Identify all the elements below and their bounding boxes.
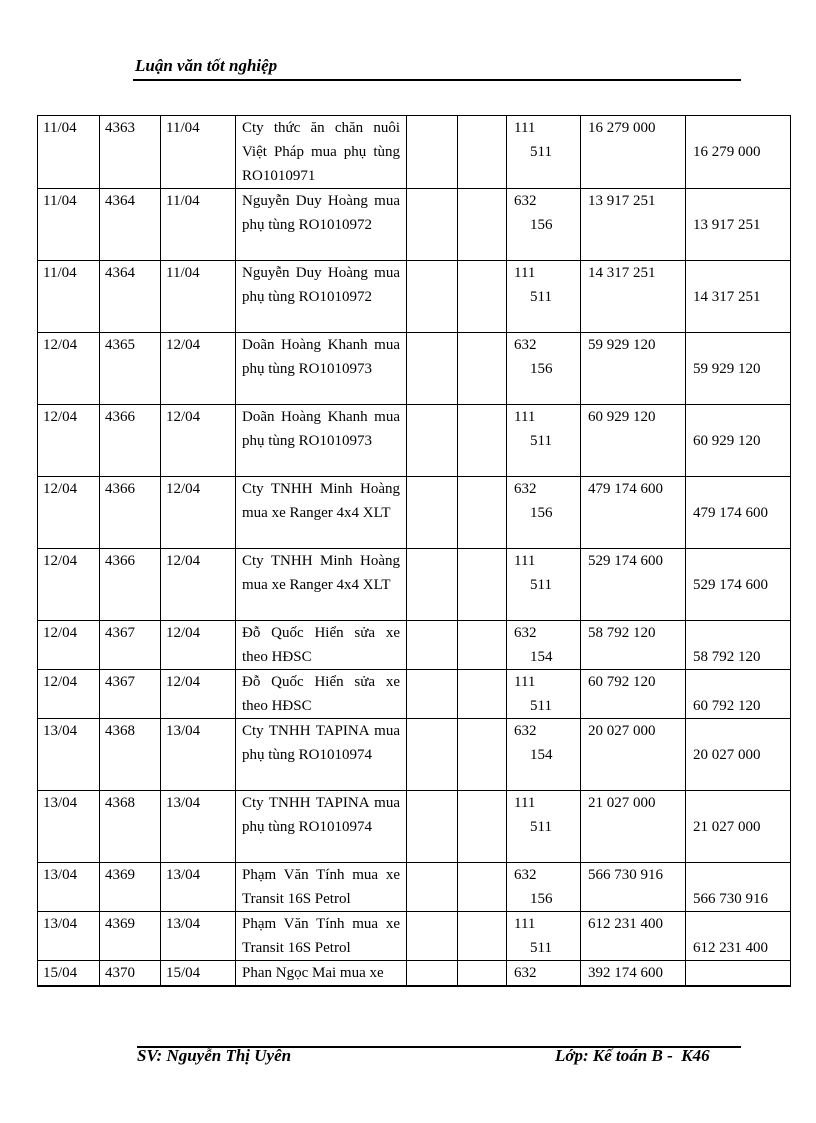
table-row [38,189,791,261]
cell-empty [458,719,507,791]
cell-credit-amount [686,477,791,549]
credit-account: 156 [530,217,553,233]
cell-empty [407,189,458,261]
cell-credit-amount [686,670,791,719]
cell-empty [407,477,458,549]
page-header-title: Luận văn tốt nghiệp [135,56,278,75]
cell-empty [458,791,507,863]
cell-description: Nguyễn Duy Hoàng mua phụ tùng RO1010972 [236,261,407,333]
cell-description: Nguyễn Duy Hoàng mua phụ tùng RO1010972 [236,189,407,261]
cell-empty [407,549,458,621]
credit-amount: 20 027 000 [693,747,761,763]
debit-account: 111 [514,265,536,281]
debit-account: 111 [514,409,536,425]
credit-amount: 566 730 916 [693,891,768,907]
cell-doc-date: 13/04 [161,719,236,791]
cell-debit-amount: 13 917 251 [581,189,686,261]
cell-doc-number: 4367 [100,621,161,670]
debit-account: 111 [514,916,536,932]
table-row [38,670,791,719]
cell-empty [458,961,507,987]
credit-amount: 21 027 000 [693,819,761,835]
footer-student-name: SV: Nguyễn Thị Uyên [137,1046,292,1065]
cell-credit-amount [686,549,791,621]
debit-account: 111 [514,795,536,811]
cell-empty [407,670,458,719]
cell-doc-date: 12/04 [161,670,236,719]
debit-account: 632 [514,337,537,353]
credit-account: 156 [530,891,553,907]
cell-account [507,405,581,477]
cell-date: 13/04 [38,912,100,961]
cell-debit-amount: 60 929 120 [581,405,686,477]
credit-amount: 60 929 120 [693,433,761,449]
cell-account [507,189,581,261]
cell-empty [458,261,507,333]
credit-account: 156 [530,361,553,377]
cell-doc-number: 4365 [100,333,161,405]
cell-empty [407,405,458,477]
cell-doc-number: 4363 [100,116,161,189]
cell-date: 12/04 [38,621,100,670]
cell-debit-amount: 21 027 000 [581,791,686,863]
cell-date: 13/04 [38,791,100,863]
cell-empty [407,863,458,912]
cell-doc-date: 12/04 [161,333,236,405]
cell-doc-date: 13/04 [161,912,236,961]
cell-account [507,261,581,333]
credit-amount: 13 917 251 [693,217,761,233]
cell-debit-amount: 16 279 000 [581,116,686,189]
cell-doc-number: 4366 [100,477,161,549]
cell-credit-amount [686,791,791,863]
cell-doc-number: 4364 [100,261,161,333]
cell-doc-number: 4369 [100,863,161,912]
cell-description: Cty thức ăn chăn nuôi Việt Pháp mua phụ tùng RO1010971 [236,116,407,189]
debit-account: 632 [514,625,537,641]
cell-empty [458,405,507,477]
cell-account [507,791,581,863]
cell-doc-date: 11/04 [161,116,236,189]
cell-account [507,719,581,791]
table-row [38,961,791,987]
credit-amount: 16 279 000 [693,144,761,160]
cell-credit-amount [686,961,791,987]
cell-doc-number: 4364 [100,189,161,261]
cell-doc-date: 11/04 [161,261,236,333]
cell-account [507,863,581,912]
credit-amount: 14 317 251 [693,289,761,305]
cell-credit-amount [686,863,791,912]
cell-debit-amount: 20 027 000 [581,719,686,791]
credit-account: 511 [530,144,552,160]
cell-description: Đỗ Quốc Hiển sửa xe theo HĐSC [236,621,407,670]
cell-doc-number: 4369 [100,912,161,961]
table-row [38,791,791,863]
credit-account: 154 [530,747,553,763]
cell-description: Cty TNHH Minh Hoàng mua xe Ranger 4x4 XLT [236,477,407,549]
table-row [38,333,791,405]
credit-account: 511 [530,433,552,449]
debit-account: 632 [514,193,537,209]
credit-account: 511 [530,577,552,593]
cell-description: Doãn Hoàng Khanh mua phụ tùng RO1010973 [236,333,407,405]
cell-doc-date: 15/04 [161,961,236,987]
cell-account [507,477,581,549]
cell-debit-amount: 479 174 600 [581,477,686,549]
table-row [38,863,791,912]
cell-doc-date: 12/04 [161,621,236,670]
debit-account: 632 [514,867,537,883]
credit-amount: 59 929 120 [693,361,761,377]
cell-credit-amount [686,189,791,261]
cell-empty [458,670,507,719]
cell-account [507,333,581,405]
cell-credit-amount [686,719,791,791]
cell-account [507,549,581,621]
cell-doc-number: 4366 [100,405,161,477]
cell-description: Cty TNHH TAPINA mua phụ tùng RO1010974 [236,719,407,791]
credit-amount: 58 792 120 [693,649,761,665]
credit-amount: 479 174 600 [693,505,768,521]
cell-debit-amount: 612 231 400 [581,912,686,961]
debit-account: 632 [514,965,537,981]
cell-credit-amount [686,261,791,333]
cell-description: Đỗ Quốc Hiển sửa xe theo HĐSC [236,670,407,719]
cell-doc-date: 13/04 [161,863,236,912]
cell-empty [407,719,458,791]
cell-debit-amount: 58 792 120 [581,621,686,670]
cell-empty [458,912,507,961]
cell-empty [407,333,458,405]
cell-description: Phạm Văn Tính mua xe Transit 16S Petrol [236,912,407,961]
debit-account: 632 [514,723,537,739]
header-rule [133,79,741,81]
cell-description: Phan Ngọc Mai mua xe [236,961,407,987]
ledger-body [38,116,791,987]
cell-debit-amount: 60 792 120 [581,670,686,719]
credit-amount: 612 231 400 [693,940,768,956]
credit-account: 511 [530,940,552,956]
cell-date: 15/04 [38,961,100,987]
cell-account [507,670,581,719]
cell-credit-amount [686,621,791,670]
cell-doc-date: 11/04 [161,189,236,261]
cell-description: Cty TNHH Minh Hoàng mua xe Ranger 4x4 XLT [236,549,407,621]
cell-account [507,116,581,189]
cell-empty [458,189,507,261]
cell-account [507,621,581,670]
table-row [38,621,791,670]
ledger-table [37,115,791,987]
cell-debit-amount: 59 929 120 [581,333,686,405]
cell-debit-amount: 529 174 600 [581,549,686,621]
table-row [38,477,791,549]
cell-empty [407,261,458,333]
footer-class-name: Lớp: Kế toán B - K46 [555,1046,710,1065]
cell-debit-amount: 14 317 251 [581,261,686,333]
cell-empty [458,333,507,405]
cell-doc-date: 12/04 [161,549,236,621]
cell-date: 11/04 [38,261,100,333]
table-row [38,116,791,189]
cell-credit-amount [686,912,791,961]
table-row [38,261,791,333]
cell-debit-amount: 392 174 600 [581,961,686,987]
credit-amount: 60 792 120 [693,698,761,714]
credit-account: 156 [530,505,553,521]
cell-empty [458,549,507,621]
cell-empty [407,912,458,961]
cell-doc-date: 12/04 [161,405,236,477]
cell-debit-amount: 566 730 916 [581,863,686,912]
cell-empty [458,621,507,670]
cell-description: Phạm Văn Tính mua xe Transit 16S Petrol [236,863,407,912]
cell-credit-amount [686,333,791,405]
table-row [38,719,791,791]
debit-account: 111 [514,553,536,569]
credit-amount: 529 174 600 [693,577,768,593]
debit-account: 111 [514,674,536,690]
table-row [38,405,791,477]
cell-doc-number: 4370 [100,961,161,987]
table-row [38,549,791,621]
cell-empty [407,961,458,987]
cell-empty [407,791,458,863]
cell-empty [458,863,507,912]
table-row [38,912,791,961]
debit-account: 632 [514,481,537,497]
credit-account: 154 [530,649,553,665]
cell-doc-number: 4366 [100,549,161,621]
cell-description: Doãn Hoàng Khanh mua phụ tùng RO1010973 [236,405,407,477]
cell-date: 12/04 [38,477,100,549]
cell-empty [458,477,507,549]
cell-empty [458,116,507,189]
cell-empty [407,621,458,670]
cell-doc-number: 4368 [100,791,161,863]
cell-account [507,961,581,987]
credit-account: 511 [530,819,552,835]
cell-doc-date: 12/04 [161,477,236,549]
cell-empty [407,116,458,189]
cell-account [507,912,581,961]
cell-date: 11/04 [38,189,100,261]
cell-doc-date: 13/04 [161,791,236,863]
cell-description: Cty TNHH TAPINA mua phụ tùng RO1010974 [236,791,407,863]
credit-account: 511 [530,289,552,305]
credit-account: 511 [530,698,552,714]
cell-date: 12/04 [38,405,100,477]
cell-credit-amount [686,116,791,189]
cell-date: 13/04 [38,863,100,912]
cell-doc-number: 4367 [100,670,161,719]
cell-date: 12/04 [38,670,100,719]
cell-date: 12/04 [38,333,100,405]
cell-doc-number: 4368 [100,719,161,791]
cell-date: 11/04 [38,116,100,189]
cell-date: 12/04 [38,549,100,621]
debit-account: 111 [514,120,536,136]
cell-date: 13/04 [38,719,100,791]
cell-credit-amount [686,405,791,477]
